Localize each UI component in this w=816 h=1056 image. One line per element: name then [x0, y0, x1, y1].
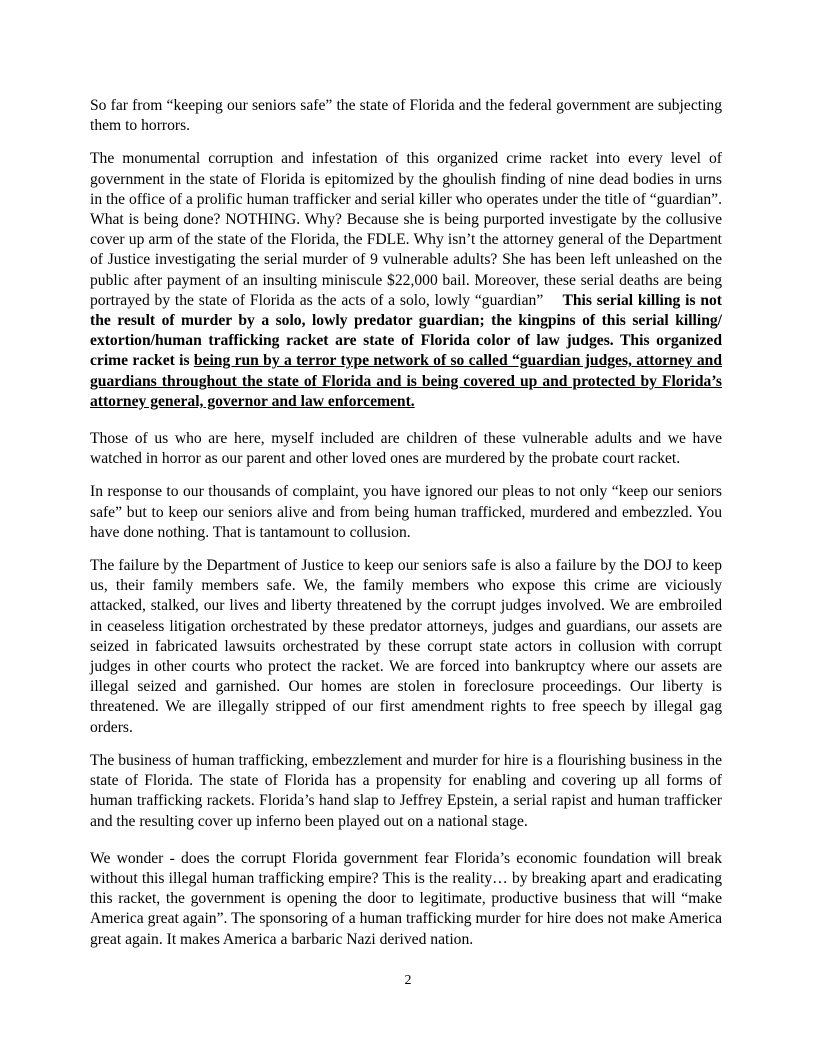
- paragraph: [90, 149, 722, 412]
- paragraph: [90, 96, 722, 136]
- page-number: 2: [404, 973, 412, 988]
- paragraph: [90, 849, 722, 950]
- text-run: This serial killing is not the result of murder by a solo, lowly predator guardian; the kingpins of this serial killing/ extortion/human trafficking racket are state of Florida color of law judges. This organized crime racket is: [90, 291, 722, 370]
- paragraph: [90, 429, 722, 469]
- text-run: So far from “keeping our seniors safe” the state of Florida and the federal government are subjecting them to horrors.: [90, 97, 722, 135]
- text-run: The failure by the Department of Justice to keep our seniors safe is also a failure by the DOJ to keep us, their family members safe. We, the family members who expose this crime are viciously attacked, stalked, our lives and liberty threatened by the corrupt judges involved. We are embroiled in ceaseless litigation orchestrated by these predator attorneys, judges and guardians, our assets are seized in fabricated lawsuits orchestrated by these corrupt state actors in collusion with corrupt judges in other courts who protect the racket. We are forced into bankruptcy where our assets are illegal seized and garnished. Our homes are stolen in foreclosure proceedings. Our liberty is threatened. We are illegally stripped of our first amendment rights to free speech by illegal gag orders.: [90, 557, 722, 736]
- text-run: being run by a terror type network of so called “guardian judges, attorney and guardians throughout the state of Florida and is being covered up and protected by Florida’s attorney general, governor and law enforcement.: [90, 352, 723, 410]
- text-run: We wonder - does the corrupt Florida government fear Florida’s economic foundation will break without this illegal human trafficking empire? This is the reality… by breaking apart and eradicating this racket, the government is opening the door to legitimate, productive business that will “make America great again”. The sponsoring of a human trafficking murder for hire does not make America great again. It makes America a barbaric Nazi derived nation.: [90, 849, 722, 948]
- text-run: In response to our thousands of complaint, you have ignored our pleas to not only “keep our seniors safe” but to keep our seniors alive and from being human trafficked, murdered and embezzled. You have done nothing. That is tantamount to collusion.: [90, 483, 722, 541]
- document-body: [90, 96, 722, 963]
- text-run: Those of us who are here, myself included are children of these vulnerable adults and we have watched in horror as our parent and other loved ones are murdered by the probate court racket.: [90, 430, 722, 468]
- paragraph: [90, 556, 722, 738]
- text-run: The business of human trafficking, embezzlement and murder for hire is a flourishing business in the state of Florida. The state of Florida has a propensity for enabling and covering up all forms of human trafficking rackets. Florida’s hand slap to Jeffrey Epstein, a serial rapist and human trafficker and the resulting cover up inferno been played out on a national stage.: [90, 751, 722, 830]
- paragraph: [90, 751, 722, 832]
- paragraph: [90, 482, 722, 543]
- text-run: The monumental corruption and infestation of this organized crime racket into every level of government in the state of Florida is epitomized by the ghoulish finding of nine dead bodies in urns in the office of a prolific human trafficker and serial killer who operates under the title of “guardian”. What is being done? NOTHING. Why? Because she is being purported investigate by the collusive cover up arm of the state of the Florida, the FDLE. Why isn’t the attorney general of the Department of Justice investigating the serial murder of 9 vulnerable adults? She has been left unleashed on the public after payment of an insulting miniscule $22,000 bail. Moreover, these serial deaths are being portrayed by the state of Florida as the acts of a solo, lowly “guardian”: [90, 150, 722, 309]
